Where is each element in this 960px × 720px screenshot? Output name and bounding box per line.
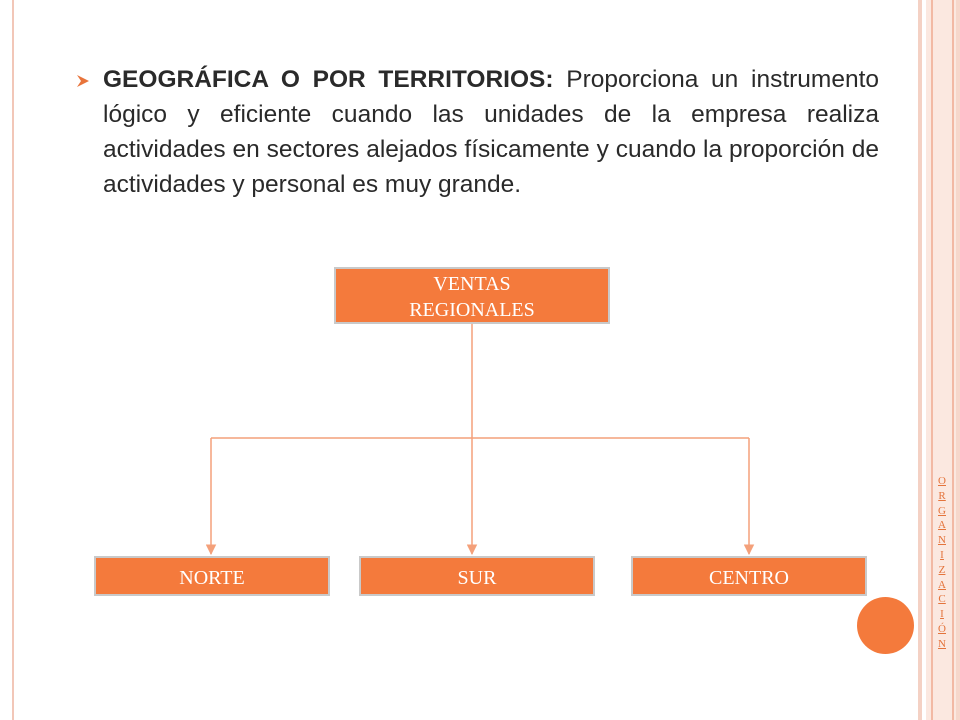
- side-label-letter: A: [938, 578, 946, 591]
- child-label-centro: CENTRO: [709, 567, 789, 589]
- root-label-line2: REGIONALES: [409, 299, 535, 321]
- side-label-letter: G: [938, 504, 946, 517]
- bullet-heading: GEOGRÁFICA O POR TERRITORIOS:: [103, 66, 554, 93]
- side-label-letter: N: [938, 534, 946, 547]
- side-label-letter: N: [938, 637, 946, 650]
- bullet-body: Proporciona un instrumento lógico y eficiente cuando las unidades de la empresa realiza actividades en sectores alejados físicamente y cuando la proporción de actividades y personal es muy grande.: [103, 66, 880, 198]
- root-label-line1: VENTAS: [433, 273, 511, 295]
- side-label-letter: O: [938, 475, 946, 487]
- side-label-letter: Z: [938, 563, 946, 576]
- side-label-letter: R: [938, 489, 946, 502]
- side-label-letter: I: [940, 548, 944, 561]
- side-label-letter: A: [938, 519, 946, 532]
- side-label-letter: I: [940, 608, 944, 621]
- child-label-sur: SUR: [457, 567, 497, 589]
- side-label-letter: Ó: [938, 622, 946, 635]
- child-label-norte: NORTE: [179, 567, 245, 589]
- side-label-letter: C: [938, 593, 946, 606]
